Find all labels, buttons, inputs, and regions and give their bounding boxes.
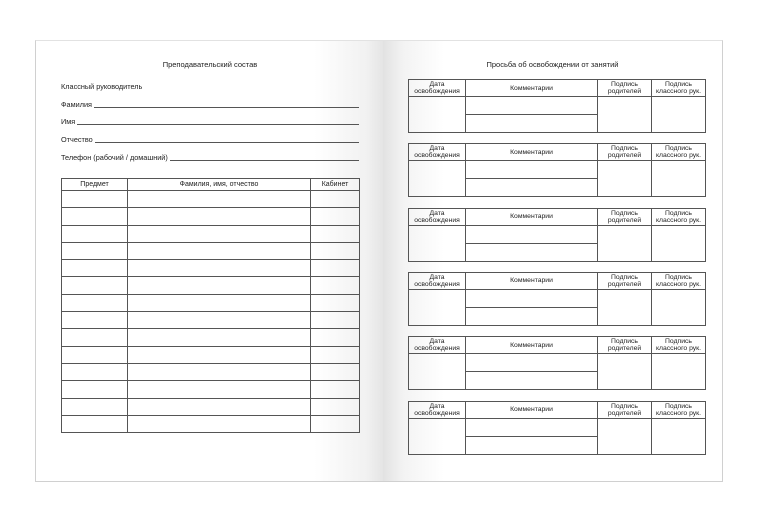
room-cell[interactable] [311,208,360,225]
room-cell[interactable] [311,312,360,329]
staff-table [61,178,360,433]
header-teacher-signature: Подпись классного рук. [652,401,706,418]
fill-line[interactable] [77,124,359,125]
table-row [62,346,360,363]
parent-signature-cell[interactable] [598,97,652,133]
subject-cell[interactable] [62,381,128,398]
teacher-fields [61,79,359,162]
left-page [35,40,384,482]
release-header-row [409,208,706,225]
header-comments: Комментарии [466,272,598,289]
header-comments: Комментарии [466,208,598,225]
comment-cell[interactable] [466,97,598,115]
staff-table-header [62,179,360,191]
release-request-block [408,208,705,262]
fullname-cell[interactable] [128,363,311,380]
teacher-signature-cell[interactable] [652,418,706,454]
fullname-cell[interactable] [128,381,311,398]
parent-signature-cell[interactable] [598,289,652,325]
table-row [62,381,360,398]
subject-cell[interactable] [62,191,128,208]
fullname-cell[interactable] [128,242,311,259]
header-comments: Комментарии [466,144,598,161]
teacher-signature-cell[interactable] [652,97,706,133]
room-cell[interactable] [311,225,360,242]
fill-line[interactable] [94,107,359,108]
comment-cell[interactable] [466,372,598,390]
fullname-cell[interactable] [128,260,311,277]
parent-signature-cell[interactable] [598,418,652,454]
header-parent-signature: Подпись родителей [598,80,652,97]
field-phone[interactable] [61,144,359,162]
release-header-row [409,272,706,289]
fullname-cell[interactable] [128,208,311,225]
header-comments: Комментарии [466,80,598,97]
comment-cell[interactable] [466,418,598,436]
fullname-cell[interactable] [128,398,311,415]
header-teacher-signature: Подпись классного рук. [652,272,706,289]
header-teacher-signature: Подпись классного рук. [652,208,706,225]
header-comments: Комментарии [466,401,598,418]
field-label: Классный руководитель [61,82,143,91]
subject-cell[interactable] [62,260,128,277]
room-cell[interactable] [311,398,360,415]
release-request-block [408,336,705,390]
room-cell[interactable] [311,329,360,346]
teacher-signature-cell[interactable] [652,354,706,390]
field-label: Отчество [61,135,93,145]
release-request-block [408,272,705,326]
right-page-title: Просьба об освобождении от занятий [486,60,619,69]
header-teacher-signature: Подпись классного рук. [652,337,706,354]
field-label: Фамилия [61,99,92,109]
field-class-teacher [61,79,359,91]
room-cell[interactable] [311,346,360,363]
comment-cell[interactable] [466,225,598,243]
header-parent-signature: Подпись родителей [598,272,652,289]
date-cell[interactable] [409,225,466,261]
field-label: Имя [61,117,76,127]
room-cell[interactable] [311,242,360,259]
table-row [62,191,360,208]
left-page-title: Преподавательский состав [162,60,258,69]
subject-cell[interactable] [62,312,128,329]
header-release-date: Дата освобождения [409,272,466,289]
subject-cell[interactable] [62,415,128,432]
header-fullname: Фамилия, имя, отчество [128,179,311,191]
subject-cell[interactable] [62,329,128,346]
fullname-cell[interactable] [128,346,311,363]
comment-cell[interactable] [466,179,598,197]
subject-cell[interactable] [62,242,128,259]
table-row [62,329,360,346]
table-row [62,415,360,432]
parent-signature-cell[interactable] [598,354,652,390]
room-cell[interactable] [311,277,360,294]
header-comments: Комментарии [466,337,598,354]
parent-signature-cell[interactable] [598,225,652,261]
release-request-block [408,401,705,455]
date-cell[interactable] [409,97,466,133]
subject-cell[interactable] [62,225,128,242]
subject-cell[interactable] [62,294,128,311]
field-name[interactable] [61,109,359,127]
release-header-row [409,337,706,354]
date-cell[interactable] [409,161,466,197]
table-row [62,260,360,277]
release-header-row [409,144,706,161]
fullname-cell[interactable] [128,225,311,242]
header-parent-signature: Подпись родителей [598,208,652,225]
date-cell[interactable] [409,354,466,390]
header-subject: Предмет [62,179,128,191]
field-surname[interactable] [61,91,359,109]
fullname-cell[interactable] [128,415,311,432]
header-release-date: Дата освобождения [409,144,466,161]
comment-cell[interactable] [466,436,598,454]
header-parent-signature: Подпись родителей [598,337,652,354]
table-row [62,225,360,242]
header-release-date: Дата освобождения [409,80,466,97]
date-cell[interactable] [409,418,466,454]
subject-cell[interactable] [62,363,128,380]
table-row [62,312,360,329]
header-release-date: Дата освобождения [409,337,466,354]
comment-cell[interactable] [466,307,598,325]
date-cell[interactable] [409,289,466,325]
fill-line[interactable] [95,142,359,143]
release-request-block [408,143,705,197]
room-cell[interactable] [311,294,360,311]
fullname-cell[interactable] [128,191,311,208]
release-header-row [409,401,706,418]
fullname-cell[interactable] [128,312,311,329]
room-cell[interactable] [311,260,360,277]
fullname-cell[interactable] [128,277,311,294]
header-teacher-signature: Подпись классного рук. [652,144,706,161]
parent-signature-cell[interactable] [598,161,652,197]
header-release-date: Дата освобождения [409,208,466,225]
comment-cell[interactable] [466,289,598,307]
table-row [62,277,360,294]
right-page [383,40,723,482]
header-parent-signature: Подпись родителей [598,401,652,418]
release-request-block [408,79,705,133]
subject-cell[interactable] [62,346,128,363]
room-cell[interactable] [311,381,360,398]
comment-cell[interactable] [466,161,598,179]
table-row [62,363,360,380]
fill-line[interactable] [170,160,359,161]
table-row [62,242,360,259]
release-header-row [409,80,706,97]
teacher-signature-cell[interactable] [652,161,706,197]
room-cell[interactable] [311,363,360,380]
room-cell[interactable] [311,415,360,432]
subject-cell[interactable] [62,398,128,415]
subject-cell[interactable] [62,277,128,294]
teacher-signature-cell[interactable] [652,225,706,261]
subject-cell[interactable] [62,208,128,225]
table-row [62,294,360,311]
room-cell[interactable] [311,191,360,208]
fullname-cell[interactable] [128,329,311,346]
header-release-date: Дата освобождения [409,401,466,418]
fullname-cell[interactable] [128,294,311,311]
teacher-signature-cell[interactable] [652,289,706,325]
comment-cell[interactable] [466,243,598,261]
field-label: Телефон (рабочий / домашний) [61,152,168,162]
table-row [62,208,360,225]
header-teacher-signature: Подпись классного рук. [652,80,706,97]
comment-cell[interactable] [466,354,598,372]
table-row [62,398,360,415]
header-room: Кабинет [311,179,360,191]
header-parent-signature: Подпись родителей [598,144,652,161]
comment-cell[interactable] [466,115,598,133]
field-patronymic[interactable] [61,126,359,144]
